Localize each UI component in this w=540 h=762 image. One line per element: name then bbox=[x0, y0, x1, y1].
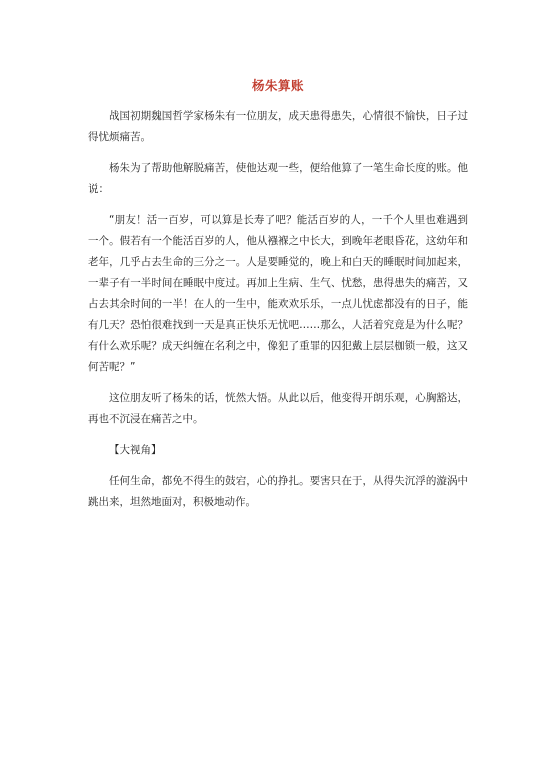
paragraph-enlightenment: 这位朋友听了杨朱的话，恍然大悟。从此以后，他变得开朗乐观，心胸豁达，再也不沉浸在痛苦之中。 bbox=[88, 392, 468, 425]
paragraph-closing: 任何生命，都免不得生的鼓宕，心的挣扎。要害只在于，从得失沉浮的漩涡中跳出来，坦然地面对，积极地动作。 bbox=[88, 475, 468, 508]
document-title: 杨朱算账 bbox=[251, 78, 304, 93]
paragraph-intro: 战国初期魏国哲学家杨朱有一位朋友，成天患得患失，心情很不愉快，日子过得忧烦痛苦。 bbox=[88, 110, 468, 143]
document-page bbox=[88, 76, 468, 523]
section-heading: 【大视角】 bbox=[109, 444, 162, 456]
paragraph-yangzhu-calculates: 杨朱为了帮助他解脱痛苦，使他达观一些，便给他算了一笔生命长度的账。他说： bbox=[88, 162, 468, 195]
paragraph-speech: “朋友！活一百岁，可以算是长寿了吧？能活百岁的人，一千个人里也难遇到一个。假若有一个能活百岁的人，他从襁褓之中长大，到晚年老眼昏花，这幼年和老年，几乎占去生命的三分之一。人是要睡觉的，晚上和白天的睡眠时间加起来，一辈子有一半时间在睡眠中度过。再加上生病、生气、忧愁，患得患失的痛苦，又占去其余时间的一半！在人的一生中，能欢欢乐乐，一点儿忧虑都没有的日子，能有几天？恐怕很难找到一天是真正快乐无忧吧……那么，人活着究竟是为什么呢？有什么欢乐呢？成天纠缠在名利之中，像犯了重罪的囚犯戴上层层枷锁一般，这又何苦呢？” bbox=[88, 214, 468, 373]
